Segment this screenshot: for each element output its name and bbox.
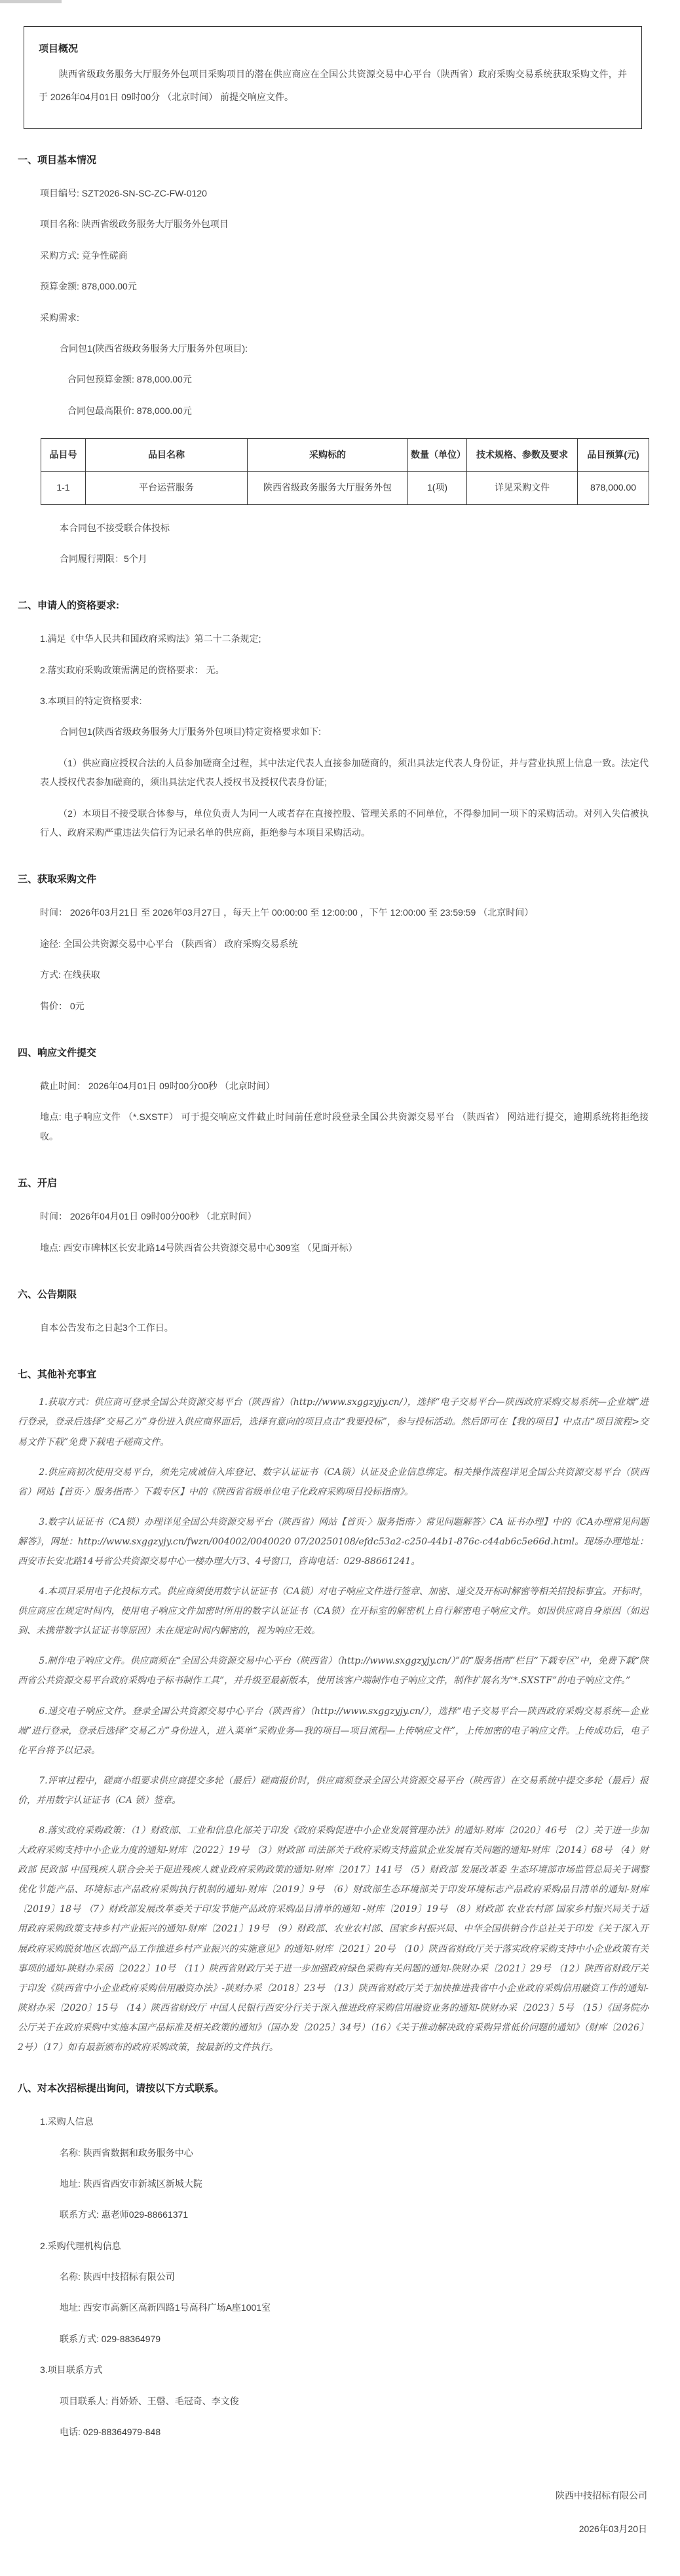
announcement-period-line: 自本公告发布之日起3个工作日。 — [40, 1322, 174, 1333]
purchaser-info-title: 1.采购人信息 — [40, 2116, 94, 2127]
section-announcement-period — [18, 1287, 649, 1343]
supplementary-item-5: 5.制作电子响应文件。供应商须在“全国公共资源交易中心平台（陕西省）（http://www.sxggzyjy.cn/）”的“服务指南”栏目“下载专区”中，免费下载“陕西省公共资源交易平台政府采购电子标书制作工具”，并升级至最新版本，使用该客户端制作电子响应文件，制作扩展名为“*.SXSTF”的电子响应文件。” — [18, 1656, 649, 1687]
obtain-method-line: 方式: 在线获取 — [40, 969, 100, 980]
qualification-item: 3.本项目的特定资格要求: — [40, 696, 142, 707]
supplementary-item-1: 1.获取方式：供应商可登录全国公共资源交易平台（陕西省）（http://www.sxggzyjy.cn/），选择“电子交易平台—陕西政府采购交易系统—企业端”进行登录，登录后选择“交易乙方”身份进入供应商界面后，选择有意向的项目点击“我要投标”，参与投标活动。然后即可在【我的项目】中点击“项目流程>交易文件下载”免费下载电子磋商文件。 — [18, 1397, 649, 1447]
section-heading-supplementary: 七、其他补充事宜 — [18, 1369, 97, 1381]
specific-qualification-item: （2）本项目不接受联合体参与，单位负责人为同一人或者存在直接控股、管理关系的不同单位，不得参加同一项下的采购活动。对列入失信被执行人、政府采购严重违法失信行为记录名单的供应商，拒绝参与本项目采购活动。 — [40, 808, 649, 838]
browser-scroll-remnant-bar — [0, 0, 62, 3]
specific-qualification-title: 合同包1(陕西省级政务服务大厅服务外包项目)特定资格要求如下: — [60, 726, 321, 737]
purchaser-contact-line: 联系方式: 惠老师029-88661371 — [60, 2209, 189, 2220]
section-heading-basic-info: 一、项目基本情况 — [18, 155, 97, 166]
project-overview-title: 项目概况 — [39, 43, 79, 54]
contract-duration-note: 合同履行期限：5个月 — [60, 553, 147, 564]
col-header-item-name: 品目名称 — [86, 439, 248, 472]
obtain-price-line: 售价： 0元 — [40, 1000, 85, 1011]
project-overview-body: 陕西省级政务服务大厅服务外包项目采购项目的潜在供应商应在全国公共资源交易中心平台（陕西省）政府采购交易系统获取采购文件，并于 2026年04月01日 09时00分 （北京时间） 前提交响应文件。 — [39, 69, 627, 102]
section-heading-qualification: 二、申请人的资格要求: — [18, 600, 119, 612]
section-response-submission — [18, 1045, 649, 1152]
col-header-item-no: 品目号 — [41, 439, 86, 472]
specific-qualification-item: （1）供应商应授权合法的人员参加磋商全过程，其中法定代表人直接参加磋商的，须出具法定代表人身份证，并与营业执照上信息一致。法定代表人授权代表参加磋商的，须出具法定代表人授权书及授权代表身份证; — [40, 757, 649, 788]
signature-block — [18, 2476, 649, 2543]
supplementary-item-4: 4.本项目采用电子化投标方式。供应商须使用数字认证证书（CA锁）对电子响应文件进行签章、加密、递交及开标时解密等相关招投标事宜。开标时，供应商应在规定时间内，使用电子响应文件加密时所用的数字认证证书（CA锁）在开标室的解密机上自行解密电子响应文件。如因供应商自身原因（如迟到、未携带数字认证证书等原因）未在规定时间内解密的，视为响应无效。 — [18, 1586, 649, 1637]
submission-place-line: 地点: 电子响应文件 （*.SXSTF） 可于提交响应文件截止时间前任意时段登录全国公共资源交易平台 （陕西省） 网站进行提交，逾期系统将拒绝接收。 — [40, 1111, 649, 1142]
budget-amount-line: 预算金额: 878,000.00元 — [40, 281, 137, 292]
cell-subject: 陕西省级政务服务大厅服务外包 — [248, 472, 408, 504]
section-qualification — [18, 598, 649, 848]
section-supplementary — [18, 1367, 649, 2057]
contract-package-title: 合同包1(陕西省级政务服务大厅服务外包项目): — [60, 343, 248, 354]
agency-contact-line: 联系方式: 029-88364979 — [60, 2333, 161, 2344]
col-header-subject: 采购标的 — [248, 439, 408, 472]
section-heading-obtain-documents: 三、获取采购文件 — [18, 874, 97, 886]
section-obtain-documents — [18, 872, 649, 1022]
section-heading-contacts: 八、对本次招标提出询问，请按以下方式联系。 — [18, 2083, 225, 2095]
section-heading-response-submission: 四、响应文件提交 — [18, 1047, 97, 1058]
opening-time-line: 时间： 2026年04月01日 09时00分00秒 （北京时间） — [40, 1211, 257, 1222]
contract-package-budget: 合同包预算金额: 878,000.00元 — [67, 374, 192, 385]
project-name-line: 项目名称: 陕西省级政务服务大厅服务外包项目 — [40, 219, 229, 230]
table-row — [41, 472, 649, 504]
col-header-item-budget: 品目预算(元) — [578, 439, 649, 472]
supplementary-item-6: 6.递交电子响应文件。登录全国公共资源交易中心平台（陕西省）（http://www.sxggzyjy.cn/），选择“电子交易平台—陕西政府采购交易系统—企业端”进行登录，登录后选择“交易乙方”身份进入，进入菜单“采购业务—我的项目—项目流程—上传响应文件”，上传加密的电子响应文件。上传成功后，电子化平台将予以记录。 — [18, 1706, 649, 1756]
supplementary-item-7: 7.评审过程中，磋商小组要求供应商提交多轮（最后）磋商报价时，供应商须登录全国公共资源交易平台（陕西省）在交易系统中提交多轮（最后）报价，并用数字认证证书（CA 锁）签章。 — [18, 1775, 649, 1806]
agency-info-title: 2.采购代理机构信息 — [40, 2240, 121, 2251]
section-basic-info — [18, 153, 649, 574]
project-contact-title: 3.项目联系方式 — [40, 2364, 103, 2376]
supplementary-item-3: 3.数字认证证书（CA锁）办理详见全国公共资源交易平台（陕西省）网站【首页·〉服务指南·〉常见问题解答〉CA 证书办理】中的《CA办理常见问题解答》，网址：http://www.sxggzyjy.cn/fwzn/004002/0040020 07/20250108/efdc53a2-c250-44b1-876c-c44ab6c5e66d.html。现场办理地址：西安市长安北路14号省公共资源交易中心一楼办理大厅3、4号窗口，咨询电话：029-88661241。 — [18, 1516, 649, 1567]
table-header-row — [41, 439, 649, 472]
procurement-method-line: 采购方式: 竞争性磋商 — [40, 250, 128, 261]
procurement-demand-label: 采购需求: — [40, 312, 79, 323]
purchaser-name-line: 名称: 陕西省数据和政务服务中心 — [60, 2147, 193, 2158]
agency-name-line: 名称: 陕西中技招标有限公司 — [60, 2271, 175, 2283]
agency-address-line: 地址: 西安市高新区高新四路1号高科广场A座1001室 — [60, 2302, 271, 2313]
project-overview-box — [24, 26, 642, 129]
purchaser-address-line: 地址: 陕西省西安市新城区新城大院 — [60, 2178, 202, 2189]
cell-item-no: 1-1 — [41, 472, 86, 504]
section-heading-announcement-period: 六、公告期限 — [18, 1288, 77, 1300]
supplementary-item-2: 2.供应商初次使用交易平台，须先完成诚信入库登记、数字认证证书（CA锁）认证及企业信息绑定。相关操作流程详见全国公共资源交易平台（陕西省）网站【首页·〉服务指南·〉下载专区】中的《陕西省省级单位电子化政府采购项目投标指南》。 — [18, 1466, 649, 1497]
section-contacts — [18, 2081, 649, 2448]
col-header-quantity: 数量（单位） — [408, 439, 467, 472]
no-consortium-note: 本合同包不接受联合体投标 — [60, 522, 170, 533]
col-header-tech-spec: 技术规格、参数及要求 — [467, 439, 578, 472]
project-contact-phone-line: 电话: 029-88364979-848 — [60, 2427, 161, 2438]
cell-item-name: 平台运营服务 — [86, 472, 248, 504]
procurement-items-table — [41, 438, 649, 504]
obtain-time-line: 时间： 2026年03月21日 至 2026年03月27日 ，每天上午 00:00:00 至 12:00:00 ，下午 12:00:00 至 23:59:59 （北京时间） — [40, 907, 534, 918]
opening-place-line: 地点: 西安市碑林区长安北路14号陕西省公共资源交易中心309室 （见面开标） — [40, 1242, 358, 1253]
submission-deadline-line: 截止时间： 2026年04月01日 09时00分00秒 （北京时间） — [40, 1080, 275, 1091]
section-heading-opening: 五、开启 — [18, 1178, 58, 1189]
cell-tech-spec: 详见采购文件 — [467, 472, 578, 504]
cell-item-budget: 878,000.00 — [578, 472, 649, 504]
signature-company: 陕西中技招标有限公司 — [556, 2490, 647, 2501]
cell-quantity: 1(项) — [408, 472, 467, 504]
supplementary-item-8: 8.落实政府采购政策：（1）财政部、工业和信息化部关于印发《政府采购促进中小企业发展管理办法》的通知-财库〔2020〕46号 （2）关于进一步加大政府采购支持中小企业力度的通知-财库〔2022〕19号 （3）财政部 司法部关于政府采购支持监狱企业发展有关问题的通知-财库〔2014〕68号 （4）财政部 民政部 中国残疾人联合会关于促进残疾人就业政府采购政策的通知-财库〔2017〕141号 （5）财政部 发展改革委 生态环境部市场监管总局关于调整优化节能产品、环境标志产品政府采购执行机制的通知-财库〔2019〕9号 （6）财政部生态环境部关于印发环境标志产品政府采购品目清单的通知-财库〔2019〕18号 （7）财政部发展改革委关于印发节能产品政府采购品目清单的通知 -财库〔2019〕19号 （8）财政部 农业农村部 国家乡村振兴局关于适用政府采购政策支持乡村产业振兴的通知-财库〔2021〕19号 （9）财政部、农业农村部、国家乡村振兴局、中华全国供销合作总社关于印发《关于深入开展政府采购脱贫地区农副产品工作推进乡村产业振兴的实施意见》的通知-财库〔2021〕20号 （10）陕西省财政厅关于落实政府采购支持中小企业政策有关事项的通知-陕财办采函〔2022〕10号 （11）陕西省财政厅关于进一步加强政府绿色采购有关问题的通知-陕财办采〔2021〕29号 （12）陕西省财政厅关于印发《陕西省中小企业政府采购信用融资办法》-陕财办采〔2018〕23号 （13）陕西省财政厅关于加快推进我省中小企业政府采购信用融资工作的通知-陕财办采〔2020〕15号 （14）陕西省财政厅 中国人民银行西安分行关于深入推进政府采购信用融资业务的通知-陕财办采〔2023〕5号 （15）《国务院办公厅关于在政府采购中实施本国产品标准及相关政策的通知》（国办发〔2025〕34号）（16）《关于推动解决政府采购异常低价问题的通知》（财库〔2026〕2号）（17）如有最新颁布的政府采购政策，按最新的文件执行。 — [18, 1825, 649, 2053]
section-opening — [18, 1176, 649, 1263]
obtain-channel-line: 途径: 全国公共资源交易中心平台 （陕西省） 政府采购交易系统 — [40, 938, 298, 949]
project-number-line: 项目编号: SZT2026-SN-SC-ZC-FW-0120 — [40, 188, 207, 198]
project-contact-persons-line: 项目联系人: 肖娇娇、王罄、毛冠奇、李文俊 — [60, 2395, 239, 2406]
qualification-item: 2.落实政府采购政策需满足的资格要求： 无。 — [40, 664, 225, 675]
qualification-item: 1.满足《中华人民共和国政府采购法》第二十二条规定; — [40, 633, 261, 644]
signature-date: 2026年03月20日 — [578, 2524, 647, 2535]
contract-package-max-price: 合同包最高限价: 878,000.00元 — [67, 405, 192, 416]
